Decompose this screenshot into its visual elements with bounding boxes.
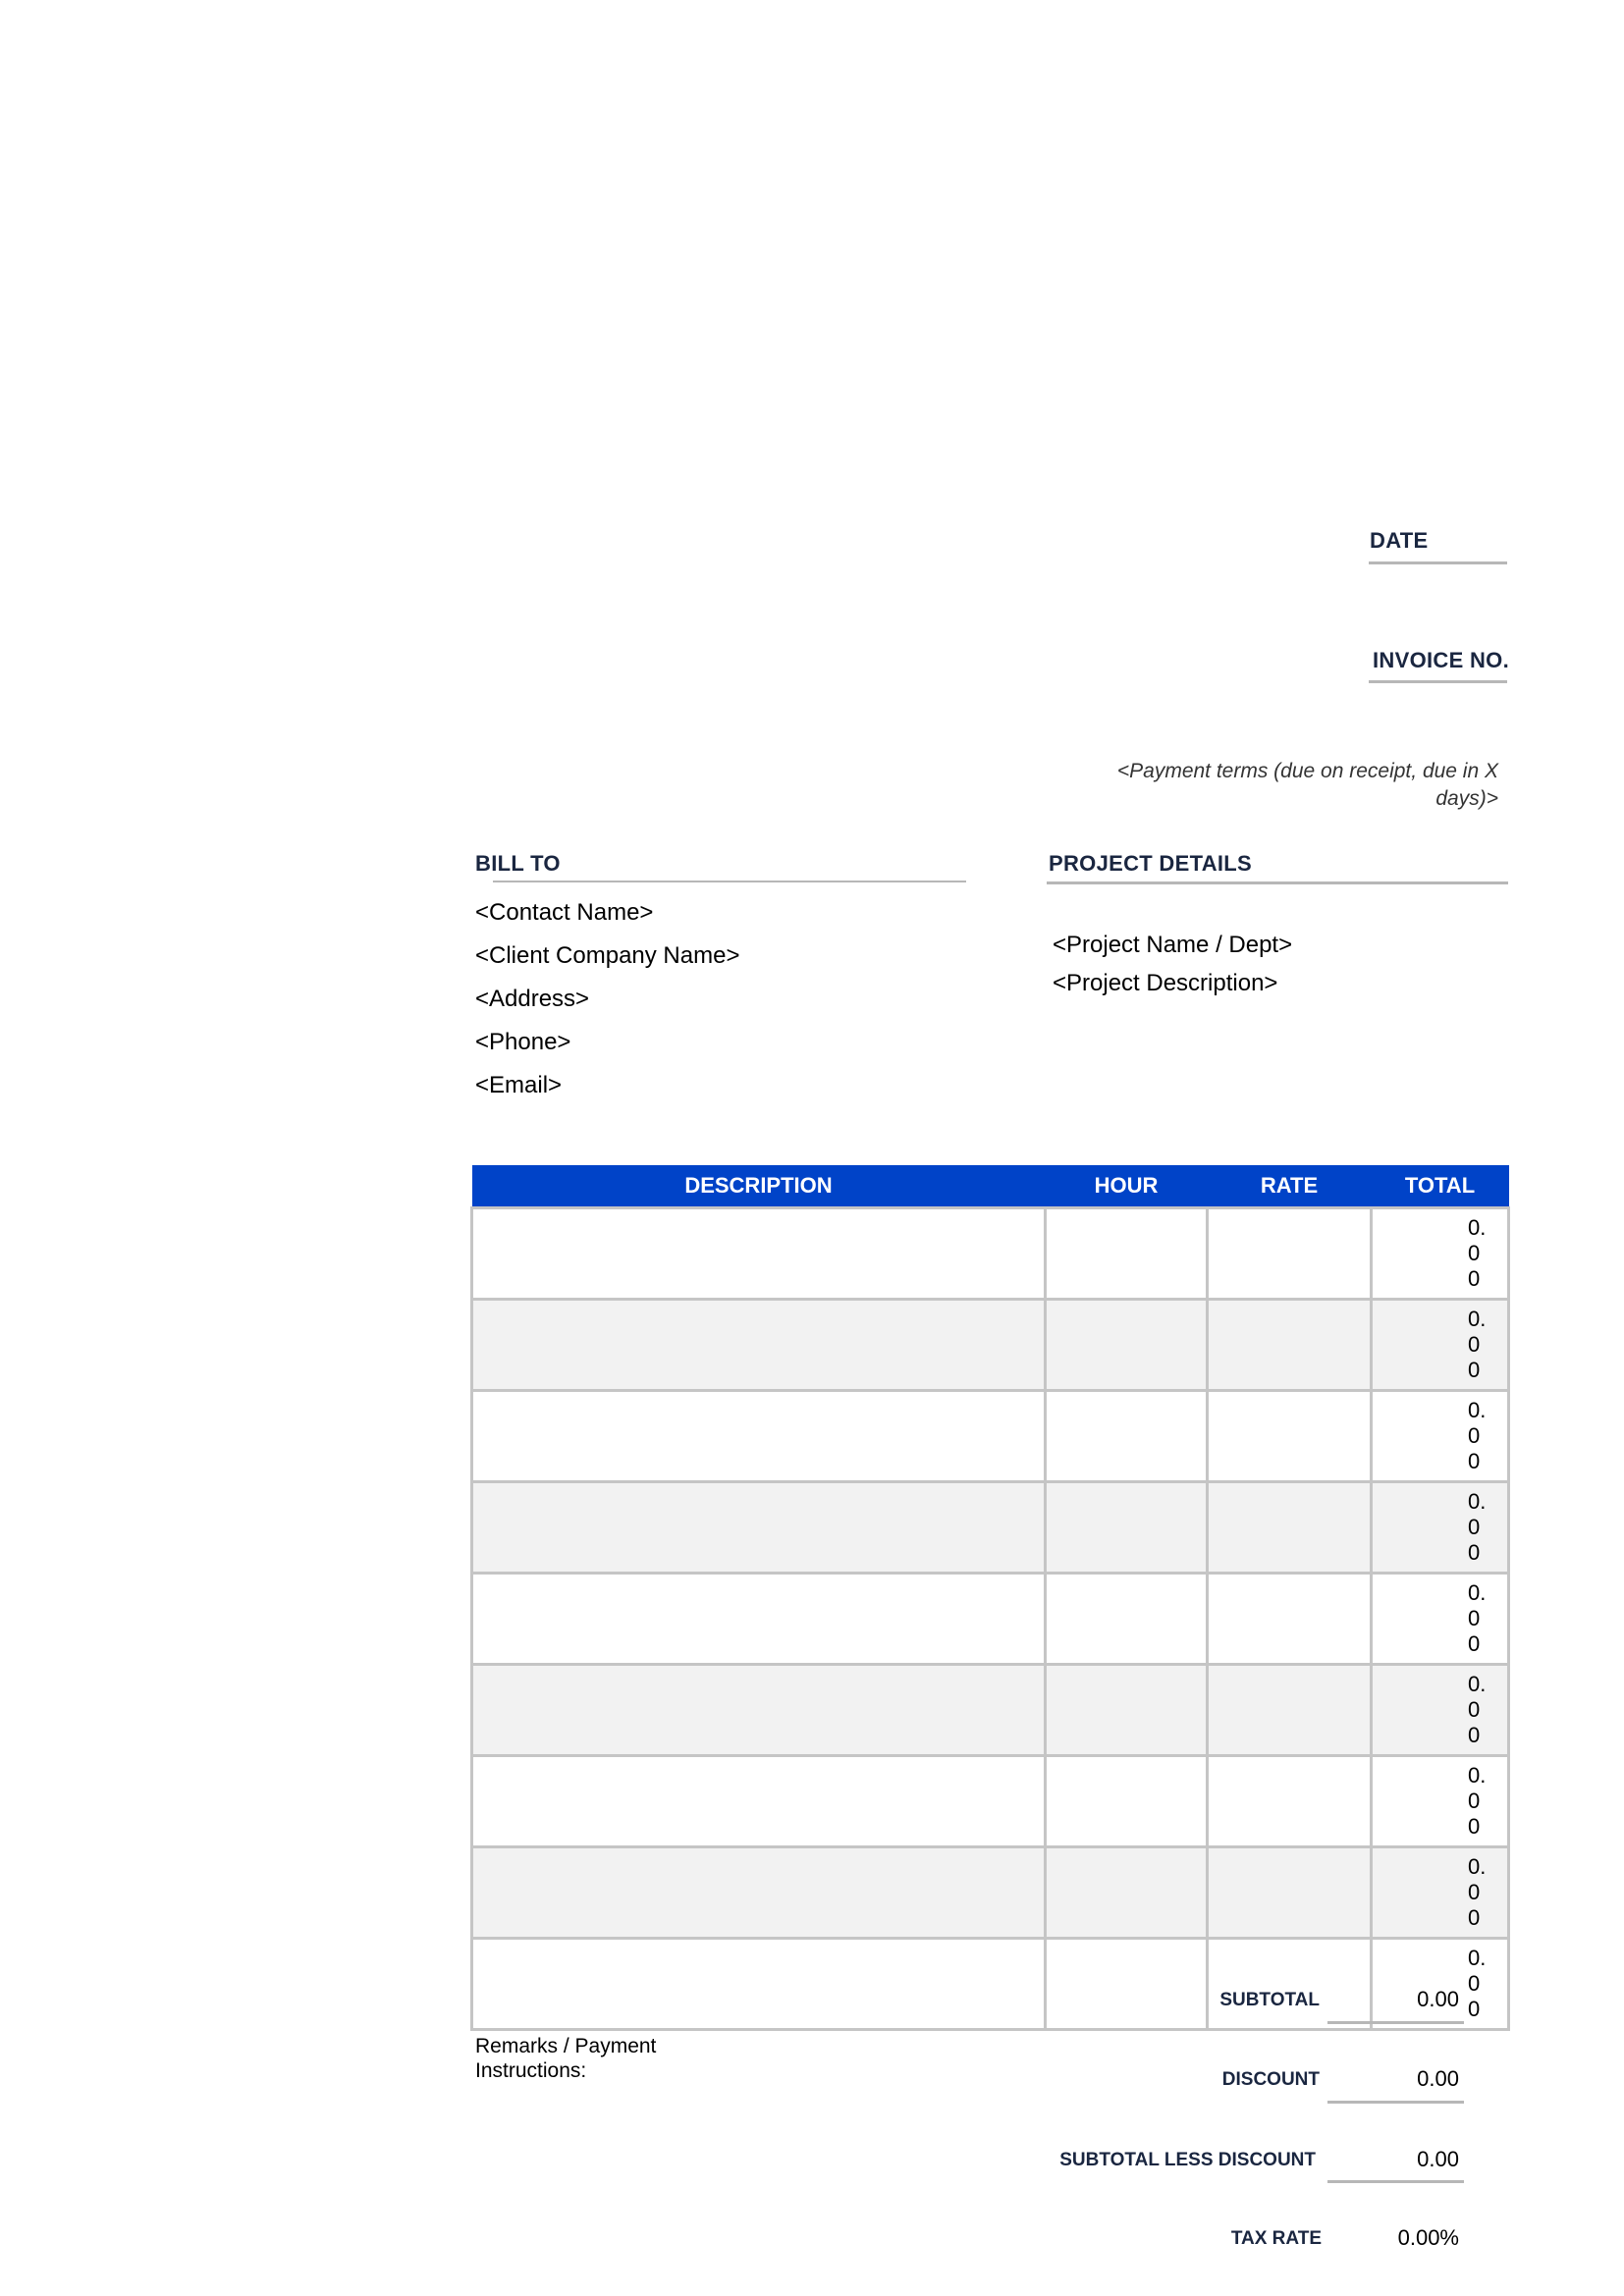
remarks-label: Remarks / Payment Instructions:	[475, 2035, 657, 2082]
rate-cell[interactable]	[1208, 1574, 1372, 1665]
hour-cell[interactable]	[1046, 1939, 1208, 2030]
table-row	[472, 1482, 1509, 1574]
rate-cell[interactable]	[1208, 1391, 1372, 1482]
table-row	[472, 1665, 1509, 1756]
total-cell	[1372, 1574, 1509, 1665]
description-header: DESCRIPTION	[472, 1165, 1046, 1208]
total-cell	[1372, 1208, 1509, 1300]
subtotal-less-discount-value: 0.00	[1417, 2147, 1459, 2171]
total-cell	[1372, 1756, 1509, 1847]
hour-cell[interactable]	[1046, 1300, 1208, 1391]
payment-terms: <Payment terms (due on receipt, due in X days)>	[1116, 760, 1498, 810]
total-value: 0.00	[1468, 1672, 1487, 1747]
hour-cell[interactable]	[1046, 1391, 1208, 1482]
contact-name: <Contact Name>	[475, 899, 654, 926]
rate-cell[interactable]	[1208, 1300, 1372, 1391]
total-value: 0.00	[1468, 1398, 1487, 1473]
total-cell	[1372, 1391, 1509, 1482]
table-header-row	[472, 1165, 1509, 1208]
rate-cell[interactable]	[1208, 1665, 1372, 1756]
description-cell[interactable]	[472, 1665, 1046, 1756]
subtotal-less-discount-label: SUBTOTAL LESS DISCOUNT	[1059, 2150, 1316, 2170]
total-value: 0.00	[1468, 1763, 1487, 1839]
total-header: TOTAL	[1372, 1165, 1509, 1208]
description-cell[interactable]	[472, 1939, 1046, 2030]
rate-cell[interactable]	[1208, 1208, 1372, 1300]
hour-cell[interactable]	[1046, 1574, 1208, 1665]
hour-cell[interactable]	[1046, 1665, 1208, 1756]
description-cell[interactable]	[472, 1847, 1046, 1939]
hour-header: HOUR	[1046, 1165, 1208, 1208]
subtotal-value: 0.00	[1417, 1987, 1459, 2011]
hour-cell[interactable]	[1046, 1208, 1208, 1300]
hour-cell[interactable]	[1046, 1756, 1208, 1847]
project-description: <Project Description>	[1053, 970, 1278, 996]
project-details-label: PROJECT DETAILS	[1049, 851, 1253, 876]
subtotal-label: SUBTOTAL	[1219, 1990, 1320, 2010]
email: <Email>	[475, 1072, 563, 1098]
rate-cell[interactable]	[1208, 1939, 1372, 2030]
project-name: <Project Name / Dept>	[1053, 932, 1293, 958]
client-company-name: <Client Company Name>	[475, 942, 740, 969]
description-cell[interactable]	[472, 1391, 1046, 1482]
table-row	[472, 1939, 1509, 2030]
discount-label: DISCOUNT	[1221, 2069, 1320, 2090]
table-row	[472, 1208, 1509, 1300]
phone: <Phone>	[475, 1029, 571, 1055]
total-cell	[1372, 1939, 1509, 2030]
total-value: 0.00	[1468, 1307, 1487, 1382]
hour-cell[interactable]	[1046, 1482, 1208, 1574]
tax-rate-value: 0.00%	[1397, 2225, 1459, 2250]
description-cell[interactable]	[472, 1208, 1046, 1300]
table-row	[472, 1756, 1509, 1847]
description-cell[interactable]	[472, 1482, 1046, 1574]
description-cell[interactable]	[472, 1574, 1046, 1665]
total-value: 0.00	[1468, 1946, 1487, 2021]
rate-cell[interactable]	[1208, 1482, 1372, 1574]
table-row	[472, 1847, 1509, 1939]
project-details-rule	[1047, 881, 1508, 884]
description-cell[interactable]	[472, 1756, 1046, 1847]
description-cell[interactable]	[472, 1300, 1046, 1391]
invoice-no-label: INVOICE NO.	[1373, 648, 1509, 672]
bill-to-rule	[493, 881, 966, 882]
table-row	[472, 1574, 1509, 1665]
subtotal-less-discount-rule	[1327, 2180, 1464, 2183]
rate-header: RATE	[1208, 1165, 1372, 1208]
hour-cell[interactable]	[1046, 1847, 1208, 1939]
rate-cell[interactable]	[1208, 1756, 1372, 1847]
invoice-no-rule	[1369, 680, 1507, 683]
discount-value: 0.00	[1417, 2066, 1459, 2091]
total-cell	[1372, 1482, 1509, 1574]
date-rule	[1369, 561, 1507, 564]
rate-cell[interactable]	[1208, 1847, 1372, 1939]
bill-to-label: BILL TO	[475, 851, 561, 876]
total-value: 0.00	[1468, 1854, 1487, 1930]
total-cell	[1372, 1847, 1509, 1939]
table-row	[472, 1300, 1509, 1391]
total-value: 0.00	[1468, 1489, 1487, 1565]
table-row	[472, 1391, 1509, 1482]
total-value: 0.00	[1468, 1580, 1487, 1656]
date-label: DATE	[1370, 528, 1429, 553]
total-value: 0.00	[1468, 1215, 1487, 1291]
subtotal-rule	[1327, 2021, 1464, 2024]
items-table	[470, 1165, 1510, 2031]
tax-rate-label: TAX RATE	[1230, 2228, 1322, 2249]
discount-rule	[1327, 2101, 1464, 2104]
address: <Address>	[475, 986, 590, 1012]
total-cell	[1372, 1665, 1509, 1756]
total-cell	[1372, 1300, 1509, 1391]
